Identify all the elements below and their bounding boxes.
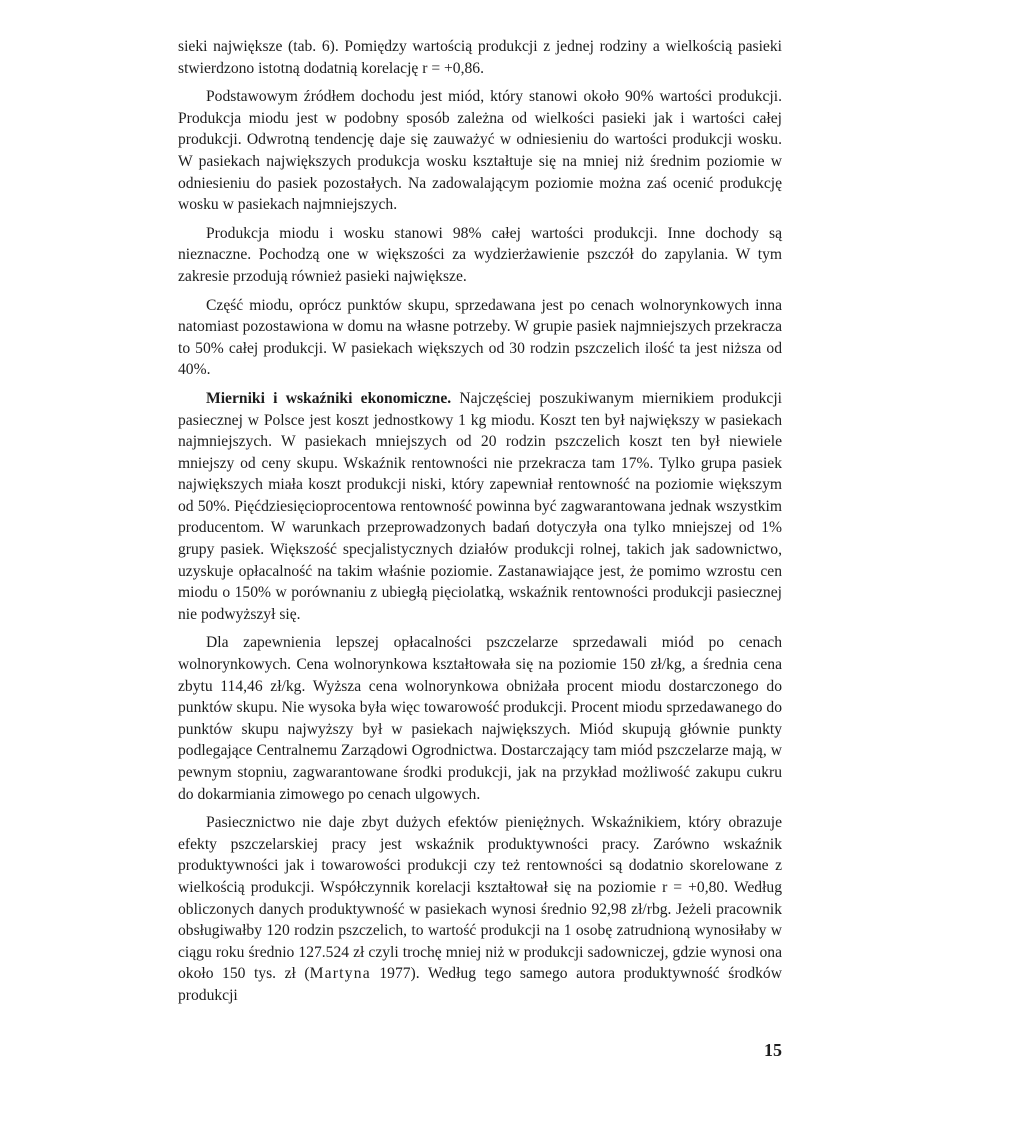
paragraph-honey-wax-share <box>178 223 782 288</box>
paragraph-free-market-sales <box>178 295 782 381</box>
section-heading: Mierniki i wskaźniki ekonomiczne. <box>206 389 452 407</box>
page-number: 15 <box>764 1040 782 1060</box>
paragraph-honey-income <box>178 86 782 216</box>
paragraph-productivity <box>178 812 782 1006</box>
paragraph-text: Pasiecznictwo nie daje zbyt dużych efektów pieniężnych. Wskaźnikiem, który obrazuje efekty pszczelarskiej pracy jest wskaźnik produktywności pracy. Zarówno wskaźnik produktywności jak i towarowości produkcji czy też rentowności są dodatnio skorelowane z wielkością produkcji. Współczynnik korelacji kształtował się na poziomie r = +0,80. Według obliczonych danych produktywność w pasiekach wynosi średnio 92,98 zł/rbg. Jeżeli pracownik obsługiwałby 120 rodzin pszczelich, to wartość produkcji na 1 osobę zatrudnioną wynosiłaby w ciągu roku średnio 127.524 zł czyli trochę mniej niż w produkcji sadowniczej, gdzie wynosi ona około 150 tys. zł ( <box>178 814 782 983</box>
paragraph-text: sieki największe (tab. 6). Pomiędzy wartością produkcji z jednej rodziny a wielkością pasieki stwierdzono istotną dodatnią korelację r = +0,86. <box>178 38 782 77</box>
paragraph-text: Podstawowym źródłem dochodu jest miód, który stanowi około 90% wartości produkcji. Produkcja miodu jest w podobny sposób zależna od wielkości pasieki jak i wartości całej produkcji. Odwrotną tendencję daje się zauważyć w odniesieniu do wartości produkcji wosku. W pasiekach największych produkcja wosku kształtuje się na mniej niż średnim poziomie w odniesieniu do pasiek pozostałych. Na zadowalającym poziomie można zaś ocenić produkcję wosku w pasiekach najmniejszych. <box>178 88 782 214</box>
paragraph-profitability <box>178 632 782 805</box>
paragraph-text: Najczęściej poszukiwanym miernikiem produkcji pasiecznej w Polsce jest koszt jednostkowy 1 kg miodu. Koszt ten był największy w pasiekach najmniejszych. W pasiekach mniejszych od 20 rodzin pszczelich koszt ten był niewiele mniejszy od ceny skupu. Wskaźnik rentowności nie przekracza tam 17%. Tylko grupa pasiek największych miała koszt produkcji niski, który zapewniał rentowność na poziomie większym od 50%. Pięćdziesięcioprocentowa rentowność powinna być zagwarantowana jednak wszystkim producentom. W warunkach przeprowadzonych badań dotyczyła ona tylko mniejszej od 1% grupy pasiek. Większość specjalistycznych działów produkcji rolnej, takich jak sadownictwo, uzyskuje opłacalność na takim właśnie poziomie. Zastanawiające jest, że pomimo wzrostu cen miodu o 150% w porównaniu z ubiegłą pięciolatką, wskaźnik rentowności produkcji pasiecznej nie podwyższył się. <box>178 389 782 623</box>
paragraph-text: Dla zapewnienia lepszej opłacalności pszczelarze sprzedawali miód po cenach wolnorynkowych. Cena wolnorynkowa kształtowała się na poziomie 150 zł/kg, a średnia cena zbytu 114,46 zł/kg. Wyższa cena wolnorynkowa obniżała procent miodu dostarczonego do punktów skupu. Nie wysoka była więc towarowość produkcji. Procent miodu sprzedawanego do punktów skupu najwyższy był w pasiekach największych. Miód skupują głównie punkty podlegające Centralnemu Zarządowi Ogrodnictwa. Dostarczający tam miód pszczelarze mają, w pewnym stopniu, zagwarantowane środki produkcji, jak na przykład możliwość zakupu cukru do dokarmiania zimowego po cenach ulgowych. <box>178 634 782 803</box>
paragraph-continuation <box>178 36 782 79</box>
citation-author: Martyna <box>309 965 371 983</box>
paragraph-text-tail: 1977). Według tego samego autora produktywność środków produkcji <box>178 965 782 1004</box>
document-page <box>178 36 782 1014</box>
paragraph-text: Produkcja miodu i wosku stanowi 98% całej wartości produkcji. Inne dochody są nieznaczne. Pochodzą one w większości za wydzierżawienie pszczół do zapylania. W tym zakresie przodują również pasieki największe. <box>178 224 782 285</box>
paragraph-text: Część miodu, oprócz punktów skupu, sprzedawana jest po cenach wolnorynkowych inna natomiast pozostawiona w domu na własne potrzeby. W grupie pasiek najmniejszych przekracza to 50% całej produkcji. W pasiekach większych od 30 rodzin pszczelich ilość ta jest niższa od 40%. <box>178 296 782 379</box>
paragraph-economic-indicators <box>178 388 782 626</box>
